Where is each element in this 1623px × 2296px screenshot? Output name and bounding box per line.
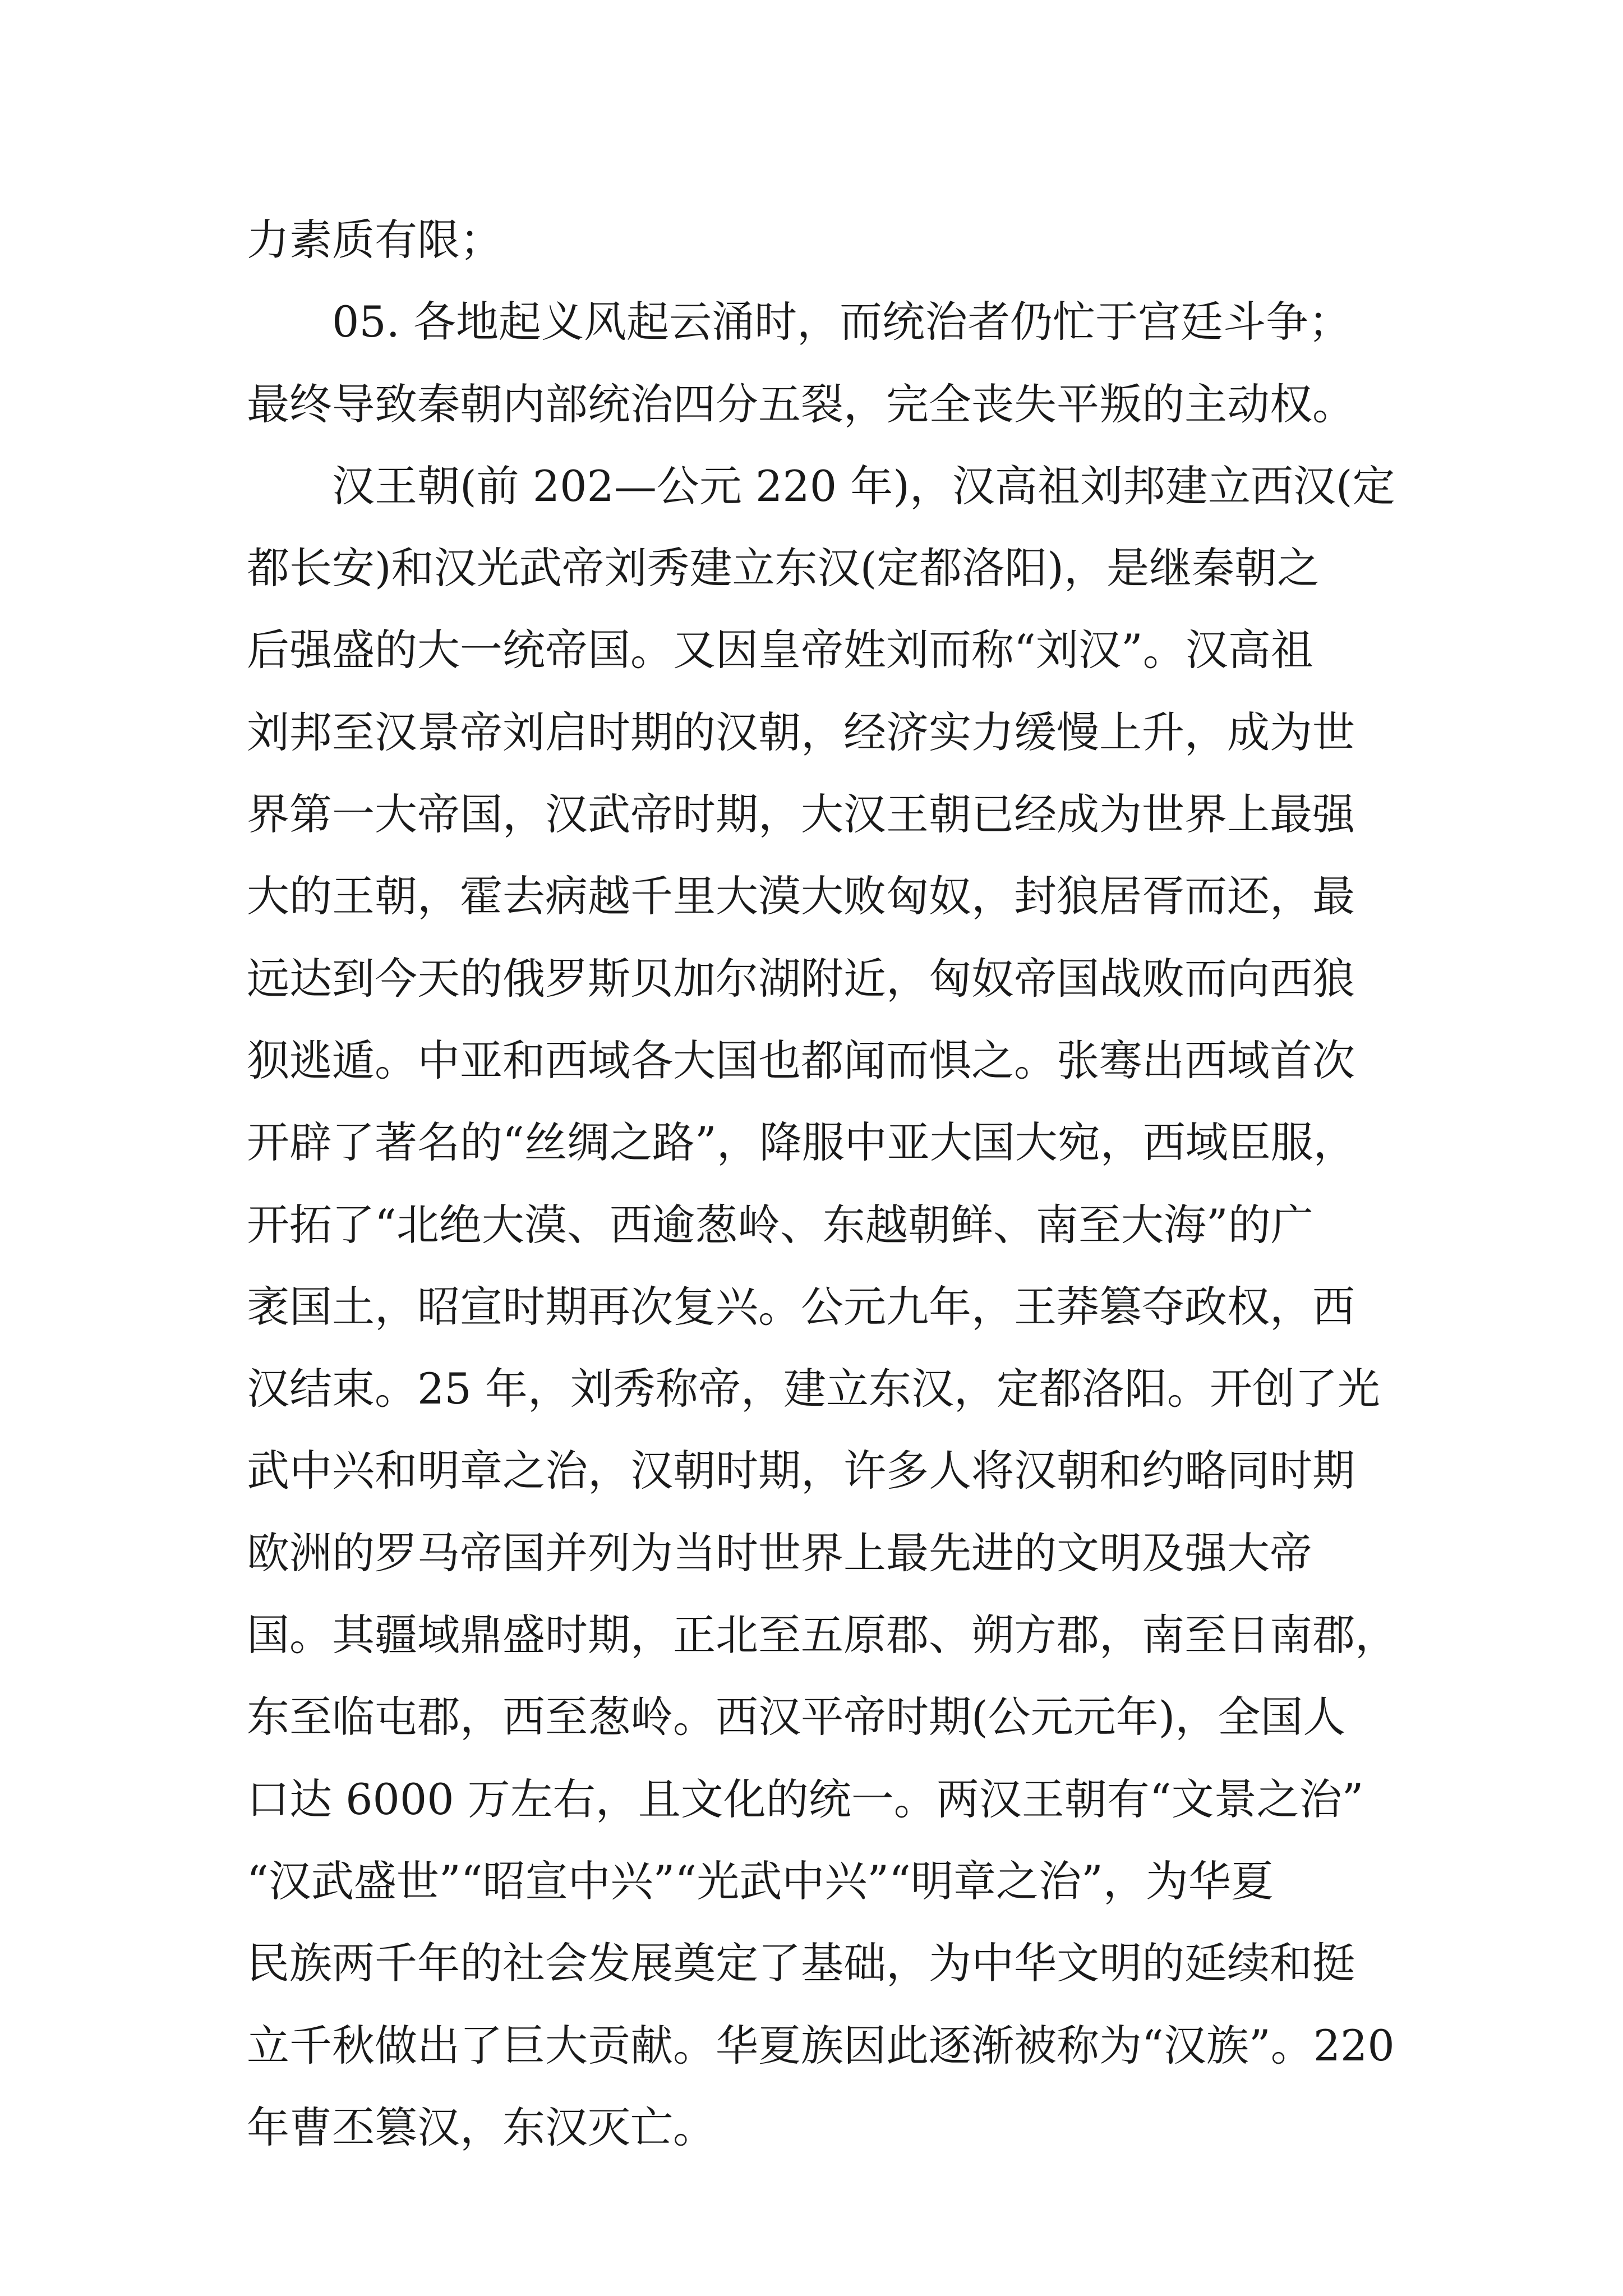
text-line: 05. 各地起义风起云涌时，而统治者仍忙于宫廷斗争； xyxy=(332,297,1352,347)
text-line: 汉结束。25 年，刘秀称帝，建立东汉，定都洛阳。开创了光 xyxy=(247,1364,1380,1414)
text-line: 大的王朝，霍去病越千里大漠大败匈奴，封狼居胥而还，最 xyxy=(247,871,1355,922)
text-line: “汉武盛世”“昭宣中兴”“光武中兴”“明章之治”，为华夏 xyxy=(247,1856,1274,1906)
text-line: 口达 6000 万左右，且文化的统一。两汉王朝有“文景之治” xyxy=(247,1774,1364,1824)
body-text xyxy=(247,199,1398,2169)
text-line: 界第一大帝国，汉武帝时期，大汉王朝已经成为世界上最强 xyxy=(247,789,1355,840)
text-line: 刘邦至汉景帝刘启时期的汉朝，经济实力缓慢上升，成为世 xyxy=(247,707,1355,757)
text-line: 远达到今天的俄罗斯贝加尔湖附近，匈奴帝国战败而向西狼 xyxy=(247,953,1355,1004)
text-line: 汉王朝(前 202—公元 220 年)，汉高祖刘邦建立西汉(定 xyxy=(332,461,1395,511)
text-line: 后强盛的大一统帝国。又因皇帝姓刘而称“刘汉”。汉高祖 xyxy=(247,625,1313,675)
text-line: 东至临屯郡，西至葱岭。西汉平帝时期(公元元年)，全国人 xyxy=(247,1692,1346,1742)
text-line: 最终导致秦朝内部统治四分五裂，完全丧失平叛的主动权。 xyxy=(247,379,1355,429)
text-line: 立千秋做出了巨大贡献。华夏族因此逐渐被称为“汉族”。220 xyxy=(247,2020,1395,2070)
text-line: 国。其疆域鼎盛时期，正北至五原郡、朔方郡，南至日南郡， xyxy=(247,1610,1398,1660)
text-line: 开辟了著名的“丝绸之路”，降服中亚大国大宛，西域臣服， xyxy=(247,1117,1356,1168)
text-line: 开拓了“北绝大漠、西逾葱岭、东越朝鲜、南至大海”的广 xyxy=(247,1199,1313,1250)
text-line: 年曹丕篡汉，东汉灭亡。 xyxy=(247,2102,716,2152)
text-line: 狈逃遁。中亚和西域各大国也都闻而惧之。张骞出西域首次 xyxy=(247,1035,1355,1085)
text-line: 武中兴和明章之治，汉朝时期，许多人将汉朝和约略同时期 xyxy=(247,1446,1355,1496)
text-line: 力素质有限； xyxy=(247,215,502,265)
text-line: 都长安)和汉光武帝刘秀建立东汉(定都洛阳)，是继秦朝之 xyxy=(247,543,1320,593)
text-line: 袤国土，昭宣时期再次复兴。公元九年，王莽篡夺政权，西 xyxy=(247,1281,1355,1332)
text-line: 民族两千年的社会发展奠定了基础，为中华文明的延续和挺 xyxy=(247,1938,1355,1989)
text-line: 欧洲的罗马帝国并列为当时世界上最先进的文明及强大帝 xyxy=(247,1527,1312,1578)
